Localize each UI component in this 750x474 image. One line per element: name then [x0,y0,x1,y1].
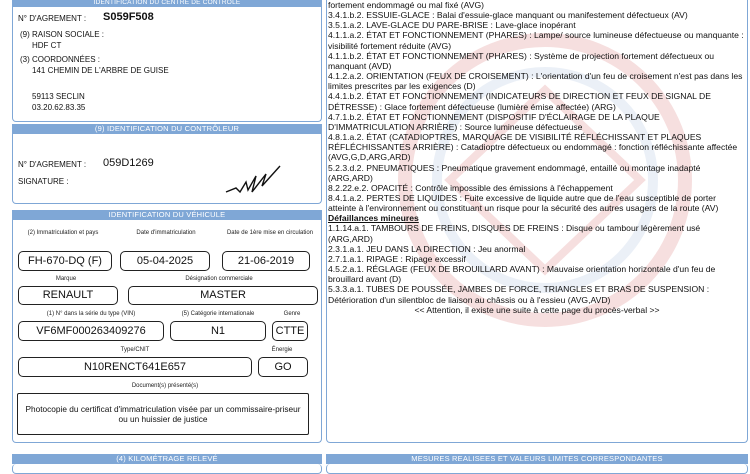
defect-item: 4.4.1.b.2. ÉTAT ET FONCTIONNEMENT (INDICATEURS DE DIRECTION ET FEUX DE SIGNAL DE DÉTRESSE) : Glace fortement défectueuse (lumière émise affectée) (ARG) [328,91,714,112]
categorie-label: (5) Catégorie internationale [181,311,255,317]
vehicule-header: IDENTIFICATION DU VÉHICULE [12,210,322,220]
centre-phone: 03.20.62.83.35 [32,103,86,112]
designation-value: MASTER [128,286,318,305]
centre-city: 59113 SECLIN [32,92,85,101]
mineure-item: 5.3.3.a.1. TUBES DE POUSSÉE, JAMBES DE FORCE, TRIANGLES ET BRAS DE SUSPENSION : Détérioration d'un silentbloc de liaison au châssis ou à l'essieu (AVG,AVD) [328,284,712,305]
genre-label: Genre [283,311,301,317]
centre-agrement-value: S059F508 [103,11,154,23]
mineures-title: Défaillances mineures [328,213,419,224]
defect-item: 4.1.2.a.2. ORIENTATION (FEUX DE CROISEMENT) : L'orientation d'un feu de croisement n'est pas dans les limites prescrites par les exigences (D) [328,71,745,92]
defect-item: 4.7.1.b.2. ÉTAT ET FONCTIONNEMENT (DISPOSITIF D'ÉCLAIRAGE DE LA PLAQUE D'IMMATRICULATION ARRIÈRE) : Source lumineuse défectueuse [328,111,663,132]
vin-label: (1) N° dans la série du type (VIN) [46,311,136,317]
controleur-agrement-label: N° D'AGREMENT : [18,160,87,169]
defect-item: 5.2.3.d.2. PNEUMATIQUES : Pneumatique gravement endommagé, entaillé ou montage inadapté (ARG,ARD) [328,162,703,183]
defect-item: 4.1.1.b.2. ÉTAT ET FONCTIONNEMENT (PHARES) : Système de projection fortement défectueux ou manquant (AVD) [328,50,717,71]
kilometrage-header: (4) KILOMÉTRAGE RELEVÉ [12,454,322,464]
centre-header: IDENTIFICATION DU CENTRE DE CONTRÔLE [12,0,322,7]
immat-value: FH-670-DQ (F) [18,251,112,271]
marque-value: RENAULT [18,286,118,305]
type-value: N10RENCT641E657 [18,357,252,377]
defect-item: 8.2.22.e.2. OPACITÉ : Contrôle impossible des émissions à l'échappement [328,182,613,193]
type-label: Type/CNIT [120,347,150,353]
energie-label: Énergie [271,347,293,353]
controleur-agrement-value: 059D1269 [103,157,154,169]
genre-value: CTTE [272,321,308,341]
mineure-item: 2.7.1.a.1. RIPAGE : Ripage excessif [328,253,466,264]
documents-box [17,393,309,435]
centre-agrement-label: N° D'AGREMENT : [18,14,87,23]
mineure-item: 2.3.1.a.1. JEU DANS LA DIRECTION : Jeu anormal [328,243,526,254]
signature-scribble [222,162,284,198]
date-immat-value: 05-04-2025 [120,251,210,271]
kilometrage-box [12,464,322,474]
designation-label: Désignation commerciale [185,276,253,282]
mineure-item: 1.1.14.a.1. TAMBOURS DE FREINS, DISQUES DE FREINS : Disque ou tambour légèrement usé (ARG,ARD) [328,223,703,244]
defect-item: 8.4.1.a.2. PERTES DE LIQUIDES : Fuite excessive de liquide autre que de l'eau susceptible de porter atteinte à l'environnement ou constituant un risque pour la sécurité des autres usagers de la route (AV) [328,192,719,214]
defects-list [328,0,746,315]
attention-note: << Attention, il existe une suite à cette page du procès-verbal >> [414,304,660,315]
mesures-header: MESURES REALISEES ET VALEURS LIMITES CORRESPONDANTES [326,454,748,464]
marque-label: Marque [55,276,77,282]
defect-item: 4.1.1.a.2. ÉTAT ET FONCTIONNEMENT (PHARES) : Lampe/ source lumineuse défectueuse ou manquante : visibilité fortement réduite (AVG) [328,30,747,51]
mineure-item: 4.5.2.a.1. RÉGLAGE (FEUX DE BROUILLARD AVANT) : Mauvaise orientation horizontale d'un feu de brouillard avant (D) [328,264,718,285]
date-1ere-label: Date de 1ère mise en circulation [226,230,314,236]
controleur-header: (9) IDENTIFICATION DU CONTRÔLEUR [12,124,322,134]
controleur-signature-label: SIGNATURE : [18,177,69,186]
centre-coord-label: (3) COORDONNÉES : [20,55,101,64]
date-immat-label: Date d'immatriculation [136,230,196,236]
vin-value: VF6MF000263409276 [18,321,164,341]
date-1ere-value: 21-06-2019 [222,251,310,271]
defect-item: 3.4.1.b.2. ESSUIE-GLACE : Balai d'essuie-glace manquant ou manifestement défectueux (AV) [328,10,688,21]
categorie-value: N1 [170,321,266,341]
mesures-box [326,464,748,474]
centre-address: 141 CHEMIN DE L'ARBRE DE GUISE [32,66,169,75]
immat-label: (2) Immatriculation et pays [27,230,99,236]
centre-raison-label: (9) RAISON SOCIALE : [20,30,105,39]
documents-value: Photocopie du certificat d'immatriculation visée par un commissaire-priseur ou un huissier de justice [25,404,301,424]
defect-item: 3.5.1.a.2. LAVE-GLACE DU PARE-BRISE : Lave-glace inopérant [328,20,576,31]
centre-raison-value: HDF CT [32,41,62,50]
defect-item: fortement endommagé ou mal fixé (AVG) [328,0,485,10]
defect-item: 4.8.1.a.2. ÉTAT (CATADIOPTRES, MARQUAGE DE VISIBILITÉ RÉFLÉCHISSANT ET PLAQUES RÉFLÉCHISSANTES ARRIÈRE) : Catadioptre défectueux ou endommagé : fonction réfléchissante affectée (AVG,G,D,ARG,ARD) [328,132,740,163]
energie-value: GO [258,357,308,377]
documents-label: Document(s) présenté(s) [131,383,199,389]
